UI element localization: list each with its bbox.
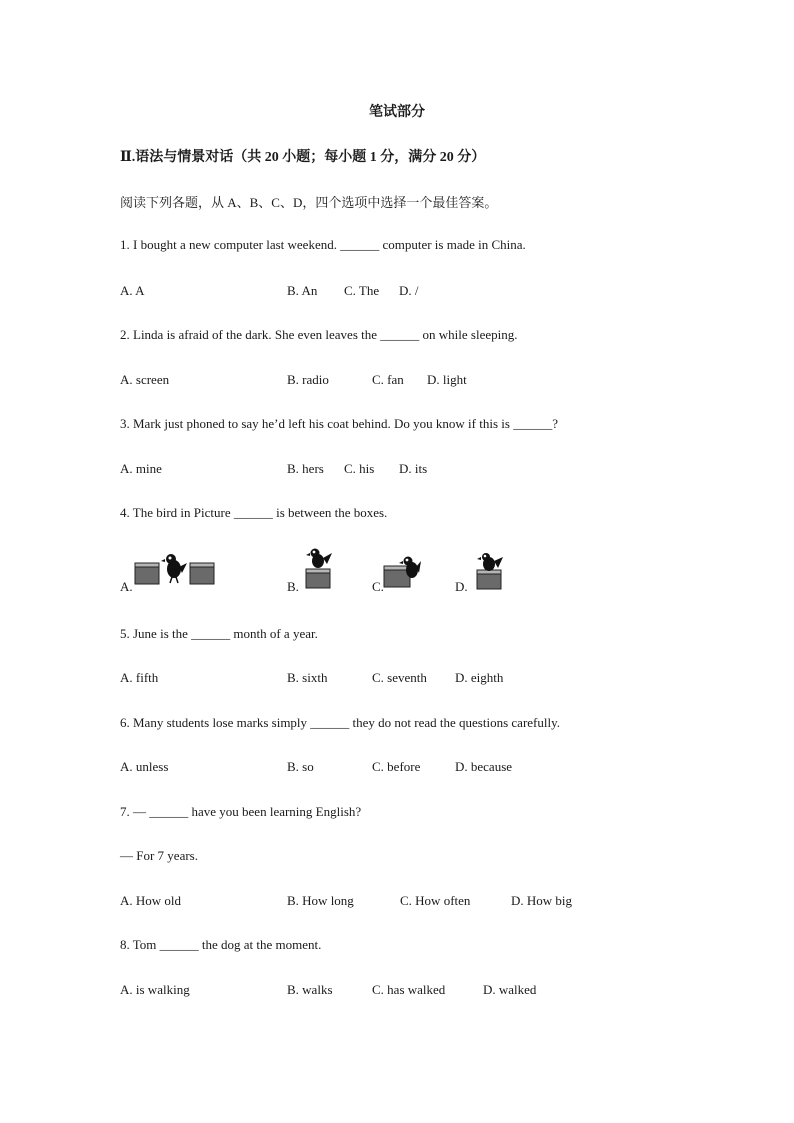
section-heading: Ⅱ.语法与情景对话（共 20 小题；每小题 1 分，满分 20 分） xyxy=(120,150,486,165)
question-5-option-a[interactable]: A. fifth xyxy=(120,670,159,685)
question-8-option-d[interactable]: D. walked xyxy=(483,982,537,997)
question-7-option-a[interactable]: A. How old xyxy=(120,893,182,908)
question-4-option-b[interactable]: B. xyxy=(287,579,299,594)
question-7-option-d[interactable]: D. How big xyxy=(511,893,573,908)
question-8-stem: 8. Tom ______ the dog at the moment. xyxy=(120,937,322,952)
question-5-option-b[interactable]: B. sixth xyxy=(287,670,328,685)
question-5-option-c[interactable]: C. seventh xyxy=(372,670,427,685)
question-3-option-d[interactable]: D. its xyxy=(399,461,428,476)
question-8-option-a[interactable]: A. is walking xyxy=(120,982,190,997)
question-7-stem: 7. — ______ have you been learning English? xyxy=(120,804,362,819)
page-title: 笔试部分 xyxy=(369,105,425,120)
question-3-option-a[interactable]: A. mine xyxy=(120,461,162,476)
instructions: 阅读下列各题，从 A、B、C、D，四个选项中选择一个最佳答案。 xyxy=(120,195,498,210)
question-4-option-a[interactable]: A. xyxy=(120,579,133,594)
question-4-option-d[interactable]: D. xyxy=(455,579,468,594)
question-2-stem: 2. Linda is afraid of the dark. She even leaves the ______ on while sleeping. xyxy=(120,327,518,342)
picture-c-bird-beside-box xyxy=(382,553,422,589)
question-6-option-c[interactable]: C. before xyxy=(372,759,421,774)
question-6-option-b[interactable]: B. so xyxy=(287,759,314,774)
question-3-option-b[interactable]: B. hers xyxy=(287,461,324,476)
question-2-option-c[interactable]: C. fan xyxy=(372,372,404,387)
question-5-stem: 5. June is the ______ month of a year. xyxy=(120,626,318,641)
question-6-option-d[interactable]: D. because xyxy=(455,759,513,774)
question-4-stem: 4. The bird in Picture ______ is between the boxes. xyxy=(120,505,388,520)
question-6-stem: 6. Many students lose marks simply ______ they do not read the questions carefully. xyxy=(120,715,561,730)
picture-a-bird-between-boxes xyxy=(134,553,218,587)
question-7-option-b[interactable]: B. How long xyxy=(287,893,354,908)
question-4-option-c[interactable]: C. xyxy=(372,579,384,594)
question-1-option-c[interactable]: C. The xyxy=(344,283,380,298)
question-5-option-d[interactable]: D. eighth xyxy=(455,670,504,685)
question-2-option-d[interactable]: D. light xyxy=(427,372,467,387)
question-3-stem: 3. Mark just phoned to say he’d left his coat behind. Do you know if this is ______? xyxy=(120,416,558,431)
picture-d-bird-on-box xyxy=(474,553,506,591)
question-1-option-b[interactable]: B. An xyxy=(287,283,318,298)
question-8-option-b[interactable]: B. walks xyxy=(287,982,333,997)
question-7-option-c[interactable]: C. How often xyxy=(400,893,471,908)
picture-b-bird-on-box xyxy=(302,548,336,590)
question-2-option-a[interactable]: A. screen xyxy=(120,372,170,387)
question-1-option-a[interactable]: A. A xyxy=(120,283,145,298)
question-1-option-d[interactable]: D. / xyxy=(399,283,419,298)
question-7-reply: — For 7 years. xyxy=(120,848,198,863)
question-6-option-a[interactable]: A. unless xyxy=(120,759,169,774)
question-2-option-b[interactable]: B. radio xyxy=(287,372,329,387)
question-8-option-c[interactable]: C. has walked xyxy=(372,982,446,997)
question-1-stem: 1. I bought a new computer last weekend. ______ computer is made in China. xyxy=(120,237,526,252)
question-3-option-c[interactable]: C. his xyxy=(344,461,375,476)
